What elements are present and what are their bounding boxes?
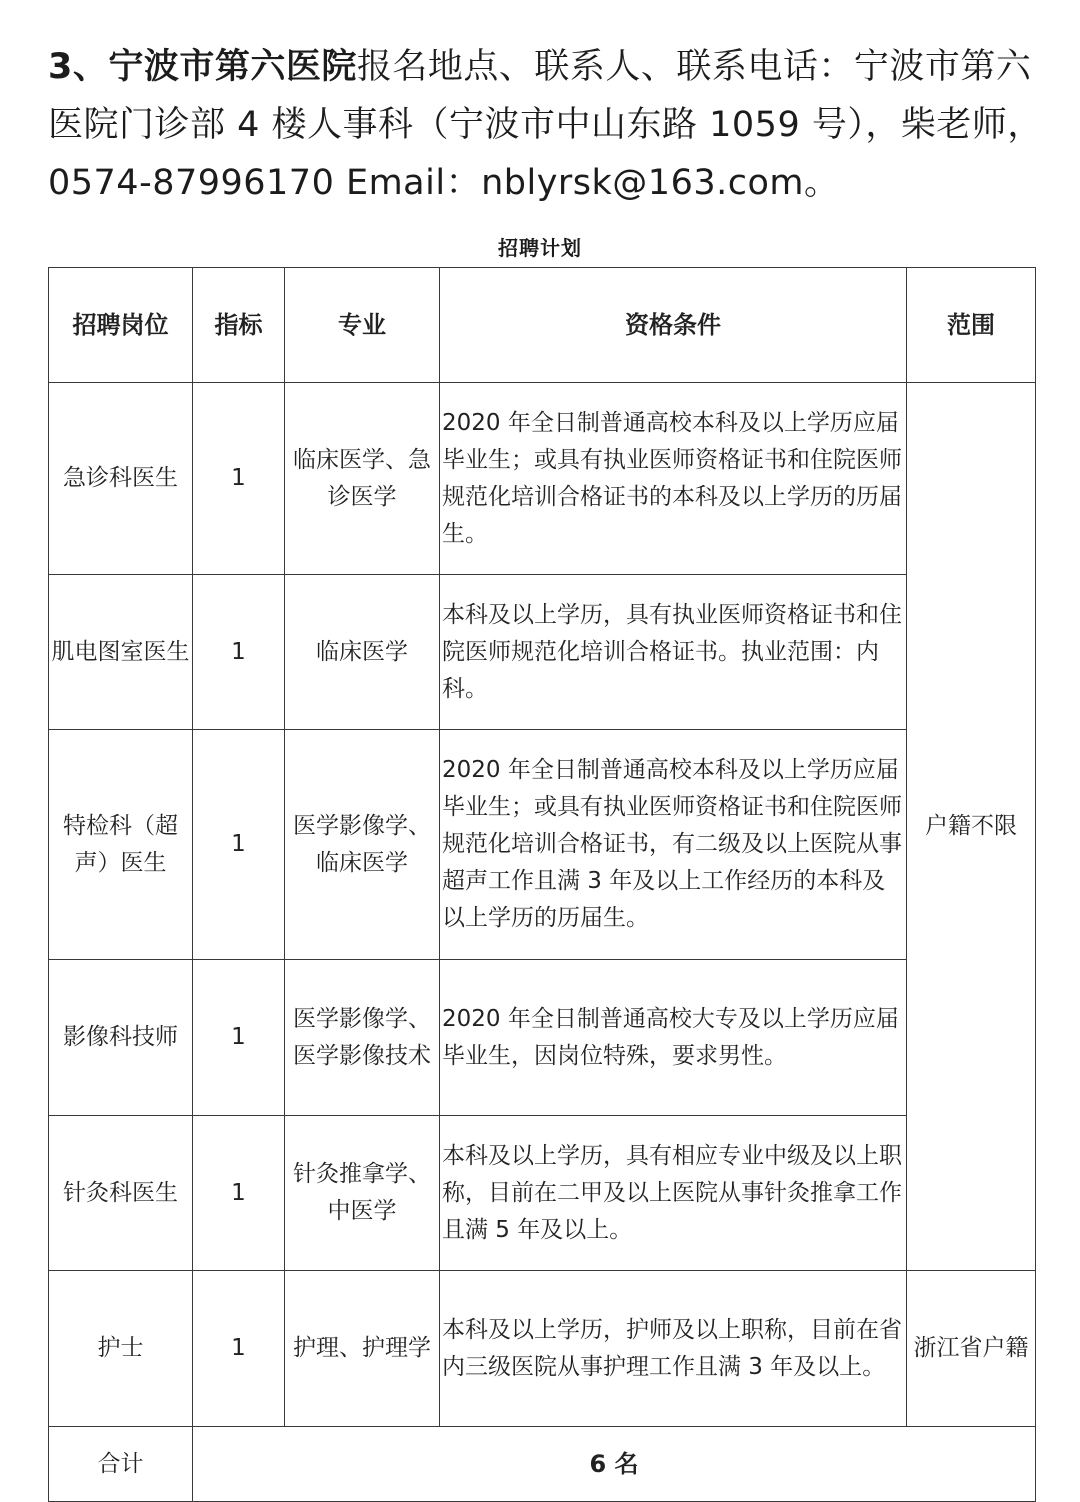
cell-qualification: 2020 年全日制普通高校本科及以上学历应届毕业生；或具有执业医师资格证书和住院医师规范化培训合格证书的本科及以上学历的历届生。 <box>440 383 907 575</box>
table-row <box>49 730 1036 960</box>
cell-qualification: 本科及以上学历，具有执业医师资格证书和住院医师规范化培训合格证书。执业范围：内科。 <box>440 575 907 730</box>
header-qualification: 资格条件 <box>440 268 907 383</box>
intro-contact-details: 报名地点、联系人、联系电话：宁波市第六医院门诊部 4 楼人事科（宁波市中山东路 1059 号），柴老师，0574-87996170 Email：nblyrsk@163.com。 <box>48 47 1043 203</box>
cell-post: 肌电图室医生 <box>49 575 193 730</box>
cell-qualification: 本科及以上学历，护师及以上职称，目前在省内三级医院从事护理工作且满 3 年及以上。 <box>440 1271 907 1427</box>
cell-range-unrestricted: 户籍不限 <box>907 383 1036 1271</box>
cell-post: 针灸科医生 <box>49 1116 193 1271</box>
cell-post: 特检科（超声）医生 <box>49 730 193 960</box>
table-title: 招聘计划 <box>498 236 582 260</box>
cell-total-value: 6 名 <box>193 1427 1036 1502</box>
header-post: 招聘岗位 <box>49 268 193 383</box>
cell-qualification: 本科及以上学历，具有相应专业中级及以上职称，目前在二甲及以上医院从事针灸推拿工作且满 5 年及以上。 <box>440 1116 907 1271</box>
table-row <box>49 575 1036 730</box>
cell-quota: 1 <box>193 960 285 1116</box>
cell-major: 临床医学 <box>285 575 440 730</box>
cell-major: 临床医学、急诊医学 <box>285 383 440 575</box>
table-row <box>49 960 1036 1116</box>
cell-qualification: 2020 年全日制普通高校大专及以上学历应届毕业生，因岗位特殊，要求男性。 <box>440 960 907 1116</box>
header-quota: 指标 <box>193 268 285 383</box>
cell-major: 医学影像学、临床医学 <box>285 730 440 960</box>
cell-major: 针灸推拿学、中医学 <box>285 1116 440 1271</box>
table-total-row <box>49 1427 1036 1502</box>
cell-quota: 1 <box>193 730 285 960</box>
cell-post: 影像科技师 <box>49 960 193 1116</box>
table-row <box>49 383 1036 575</box>
table-row <box>49 1271 1036 1427</box>
cell-qualification: 2020 年全日制普通高校本科及以上学历应届毕业生；或具有执业医师资格证书和住院医师规范化培训合格证书，有二级及以上医院从事超声工作且满 3 年及以上工作经历的本科及以上学历的历届生。 <box>440 730 907 960</box>
cell-major: 医学影像学、医学影像技术 <box>285 960 440 1116</box>
cell-quota: 1 <box>193 575 285 730</box>
intro-prefix: 3、 <box>48 47 109 87</box>
recruitment-plan-table <box>48 267 1036 1502</box>
cell-quota: 1 <box>193 1271 285 1427</box>
table-row <box>49 1116 1036 1271</box>
intro-paragraph <box>48 38 1048 212</box>
intro-hospital-name: 宁波市第六医院 <box>108 47 357 87</box>
cell-range-zhejiang: 浙江省户籍 <box>907 1271 1036 1427</box>
cell-total-label: 合计 <box>49 1427 193 1502</box>
header-range: 范围 <box>907 268 1036 383</box>
cell-major: 护理、护理学 <box>285 1271 440 1427</box>
cell-quota: 1 <box>193 383 285 575</box>
cell-post: 急诊科医生 <box>49 383 193 575</box>
header-major: 专业 <box>285 268 440 383</box>
cell-post: 护士 <box>49 1271 193 1427</box>
cell-quota: 1 <box>193 1116 285 1271</box>
table-header-row <box>49 268 1036 383</box>
